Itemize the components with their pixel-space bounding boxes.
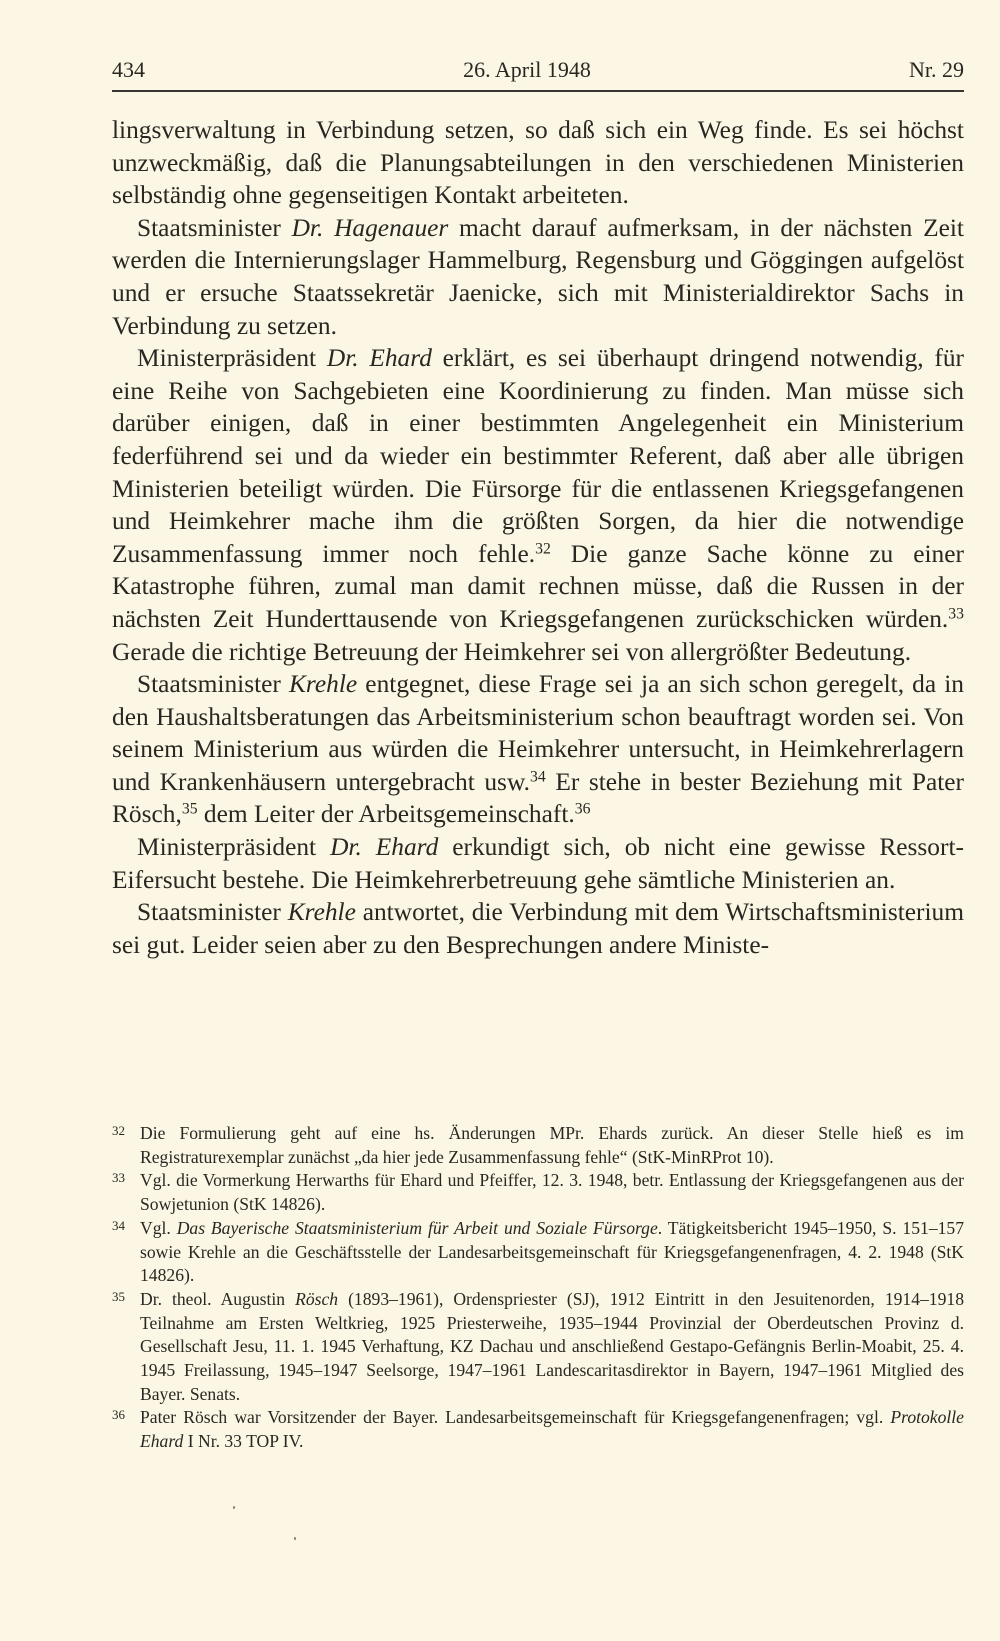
text-run: Staatsminister: [137, 670, 289, 699]
paper-speck: [233, 1506, 236, 1510]
page-number: 434: [112, 57, 145, 82]
text-run: Staatsminister: [137, 898, 288, 927]
footnote-reference[interactable]: 36: [574, 800, 591, 818]
text-run: erkundigt sich, ob nicht eine gewisse Ressort-Eifersucht bestehe. Die Heimkehrerbetreuung gehe sämtliche Ministerien an.: [112, 833, 964, 894]
text-run: Staatsminister: [137, 213, 292, 242]
footnote: [112, 1122, 964, 1169]
footnote: [112, 1169, 964, 1216]
text-run: entgegnet, diese Frage sei ja an sich schon geregelt, da in den Haushaltsberatungen das Arbeitsministerium schon beauftragt worden sei. Von seinem Ministerium aus würden die Heimkehrer untersucht, in Heimkehrerlagern und Krankenhäusern untergebracht usw.: [112, 670, 965, 796]
text-run: antwortet, die Verbindung mit dem Wirtschaftsministerium sei gut. Leider seien aber zu den Besprechungen andere Ministe-: [112, 898, 964, 959]
document-number: Nr. 29: [908, 57, 964, 82]
footnote-reference[interactable]: 32: [535, 540, 551, 558]
text-run: Vgl.: [140, 1217, 177, 1238]
paragraph: [112, 114, 964, 212]
paragraph: [112, 668, 964, 831]
footnote: [112, 1217, 964, 1288]
text-run: . Tätigkeitsbericht 1945–1950, S. 151–157 sowie Krehle an die Geschäftsstelle der Landesarbeitsgemeinschaft für Kriegsgefangenenfragen, 4. 2. 1948 (StK 14826).: [140, 1217, 965, 1286]
text-run: Er stehe in bester Beziehung mit Pater Rösch,: [112, 767, 964, 829]
text-run: Die ganze Sache könne zu einer Katastrophe führen, zumal man damit rechnen müsse, daß die Russen in der nächsten Zeit Hunderttausende von Kriegsgefangenen zurückschicken würden.: [112, 539, 964, 633]
italic-text: Dr. Ehard: [326, 344, 432, 373]
italic-text: Rösch: [295, 1288, 339, 1309]
text-run: Gerade die richtige Betreuung der Heimkehrer sei von allergrößter Bedeutung.: [112, 637, 912, 666]
text-run: Ministerpräsident: [137, 833, 331, 862]
paragraph: [112, 342, 964, 668]
running-header: [112, 56, 964, 92]
italic-text: Dr. Hagenauer: [291, 213, 449, 242]
footnote-number: 32: [112, 1123, 125, 1138]
footnote-number: 36: [112, 1407, 125, 1423]
italic-text: Krehle: [289, 670, 358, 699]
footnote-number: 35: [112, 1288, 125, 1304]
header-date: 26. April 1948: [463, 57, 591, 82]
footnote-number: 34: [112, 1217, 125, 1233]
text-run: Dr. theol. Augustin: [140, 1288, 296, 1309]
body-text: [112, 114, 964, 961]
text-run: lingsverwaltung in Verbindung setzen, so daß sich ein Weg finde. Es sei höchst unzweckmäßig, daß die Planungsabteilungen in den verschiedenen Ministerien selbständig ohne gegenseitigen Kontakt arbeiteten.: [112, 116, 964, 210]
italic-text: Protokolle Ehard: [140, 1407, 964, 1452]
paragraph: [112, 831, 964, 896]
footnote: [112, 1406, 964, 1453]
text-run: (1893–1961), Ordenspriester (SJ), 1912 Eintritt in den Jesuitenorden, 1914–1918 Teilnahme am Ersten Weltkrieg, 1925 Priesterweihe, 1935–1944 Provinzial der Oberdeutschen Provinz d. Gesellschaft Jesu, 11. 1. 1945 Verhaftung, KZ Dachau und anschließend Gestapo-Gefängnis Berlin-Moabit, 25. 4. 1945 Freilassung, 1945–1947 Seelsorge, 1947–1961 Landescaritasdirektor in Bayern, 1947–1961 Mitglied des Bayer. Senats.: [140, 1288, 964, 1404]
footnotes: [112, 1122, 964, 1454]
italic-text: Dr. Ehard: [330, 833, 439, 862]
paragraph: [112, 896, 964, 961]
footnote-number: 33: [112, 1170, 125, 1186]
text-run: Ministerpräsident: [137, 344, 327, 373]
italic-text: Das Bayerische Staatsministerium für Arbeit und Soziale Fürsorge: [176, 1217, 658, 1238]
footnote: [112, 1288, 964, 1407]
italic-text: Krehle: [287, 898, 356, 927]
document-page: [112, 56, 964, 961]
text-run: Vgl. die Vormerkung Herwarths für Ehard und Pfeiffer, 12. 3. 1948, betr. Entlassung der Kriegsgefangenen aus der Sowjetunion (StK 14826).: [140, 1170, 964, 1215]
text-run: Pater Rösch war Vorsitzender der Bayer. Landesarbeitsgemeinschaft für Kriegsgefangenenfragen; vgl.: [140, 1407, 891, 1428]
text-run: dem Leiter der Arbeitsgemeinschaft.: [197, 800, 575, 829]
footnote-reference[interactable]: 35: [181, 800, 198, 818]
text-run: erklärt, es sei überhaupt dringend notwendig, für eine Reihe von Sachgebieten eine Koordinierung zu finden. Man müsse sich darüber einigen, daß in einer bestimmten Angelegenheit ein Ministerium federführend sei und da wieder ein bestimmter Referent, daß aber alle übrigen Ministerien beteiligt würden. Die Fürsorge für die entlassenen Kriegsgefangenen und Heimkehrer mache ihm die größten Sorgen, da hier die notwendige Zusammenfassung immer noch fehle.: [112, 344, 964, 568]
text-run: Die Formulierung geht auf eine hs. Änderungen MPr. Ehards zurück. An dieser Stelle hieß es im Registraturexemplar zunächst „da hier jede Zusammenfassung fehle“ (StK-MinRProt 10).: [140, 1123, 964, 1167]
text-run: I Nr. 33 TOP IV.: [183, 1431, 304, 1452]
footnote-reference[interactable]: 34: [529, 768, 546, 786]
footnote-reference[interactable]: 33: [948, 605, 964, 623]
text-run: macht darauf aufmerksam, in der nächsten Zeit werden die Internierungslager Hammelburg, Regensburg und Göggingen aufgelöst und er ersuche Staatssekretär Jaenicke, sich mit Ministerialdirektor Sachs in Verbindung zu setzen.: [112, 213, 964, 340]
paragraph: [112, 212, 964, 342]
paper-speck: [294, 1537, 296, 1540]
